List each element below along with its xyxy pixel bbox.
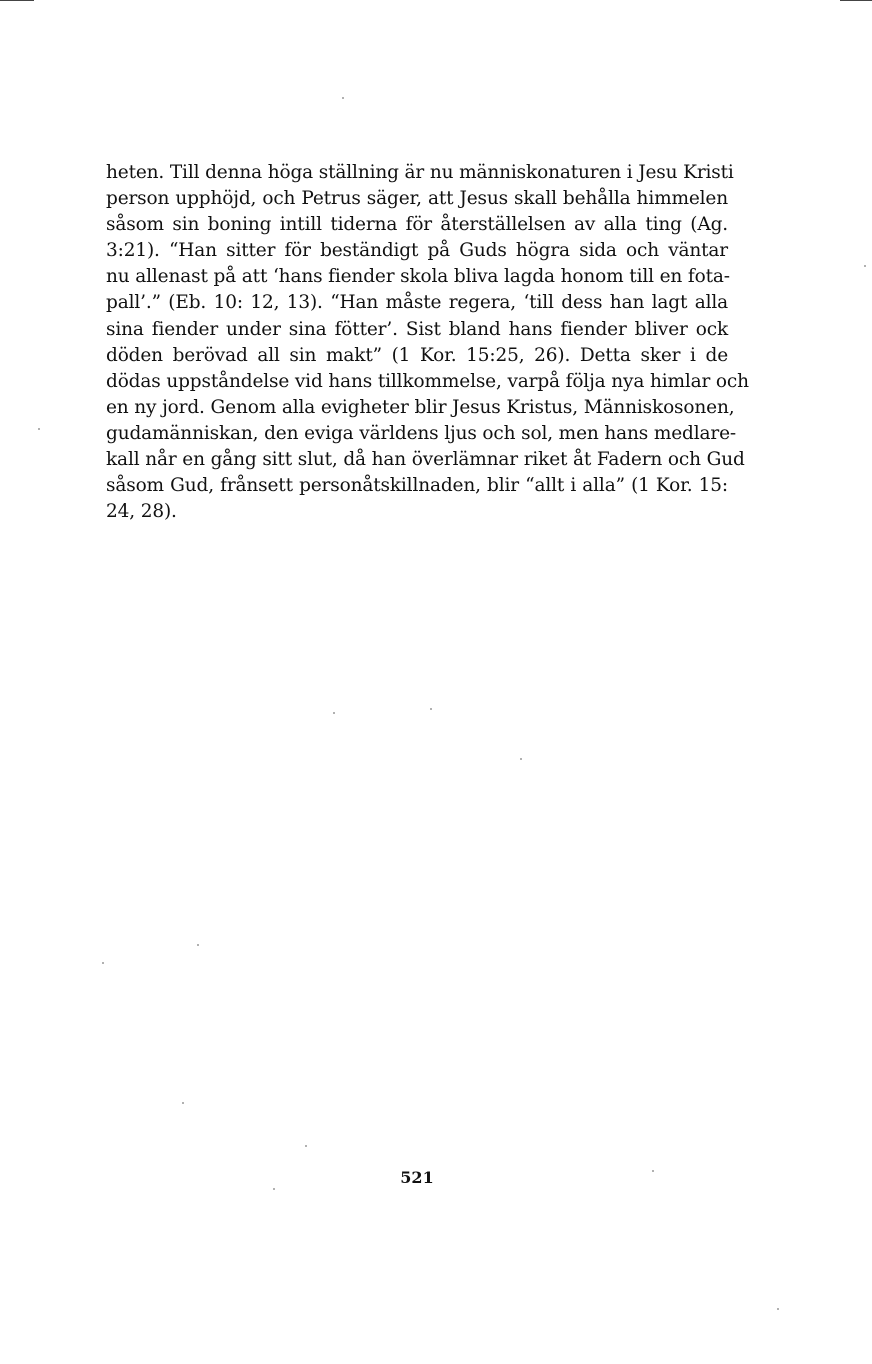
text-line: 3:21). “Han sitter för beständigt på Guds högra sida och väntar: [106, 240, 728, 262]
text-line: kall når en gång sitt slut, då han överlämnar riket åt Fadern och Gud: [106, 449, 745, 471]
text-line: gudamänniskan, den eviga världens ljus och sol, men hans medlare-: [106, 422, 736, 444]
scan-speck: [102, 962, 104, 964]
scan-speck: [864, 265, 866, 267]
scan-speck: [182, 1102, 184, 1104]
top-right-rule: [840, 0, 872, 1]
text-line: såsom sin boning intill tiderna för återställelsen av alla ting (Ag.: [106, 214, 728, 236]
page-number: 521: [400, 1168, 434, 1187]
scan-speck: [520, 758, 522, 760]
body-text: [106, 160, 749, 525]
scan-speck: [430, 708, 432, 710]
scan-speck: [333, 712, 335, 714]
scan-speck: [305, 1145, 307, 1147]
scan-speck: [777, 1308, 779, 1310]
text-line: nu allenast på att ‘hans fiender skola bliva lagda honom till en fota-: [106, 266, 730, 288]
text-line: döden berövad all sin makt” (1 Kor. 15:25, 26). Detta sker i de: [106, 344, 728, 366]
text-line: en ny jord. Genom alla evigheter blir Jesus Kristus, Människosonen,: [106, 396, 735, 418]
text-line: pall’.” (Eb. 10: 12, 13). “Han måste regera, ‘till dess han lagt alla: [106, 292, 728, 314]
text-line: dödas uppståndelse vid hans tillkommelse, varpå följa nya himlar och: [106, 370, 749, 392]
scan-speck: [342, 97, 344, 99]
scan-speck: [38, 428, 40, 430]
text-line: person upphöjd, och Petrus säger, att Jesus skall behålla himmelen: [106, 188, 728, 210]
text-line: sina fiender under sina fötter’. Sist bland hans fiender bliver ock: [106, 318, 728, 340]
top-left-rule: [0, 0, 34, 1]
scan-speck: [273, 1188, 275, 1190]
scan-speck: [197, 944, 199, 946]
scan-speck: [652, 1170, 654, 1172]
text-line: heten. Till denna höga ställning är nu människonaturen i Jesu Kristi: [106, 162, 734, 183]
text-line: 24, 28).: [106, 501, 177, 523]
text-line: såsom Gud, frånsett personåtskillnaden, blir “allt i alla” (1 Kor. 15:: [106, 475, 728, 497]
